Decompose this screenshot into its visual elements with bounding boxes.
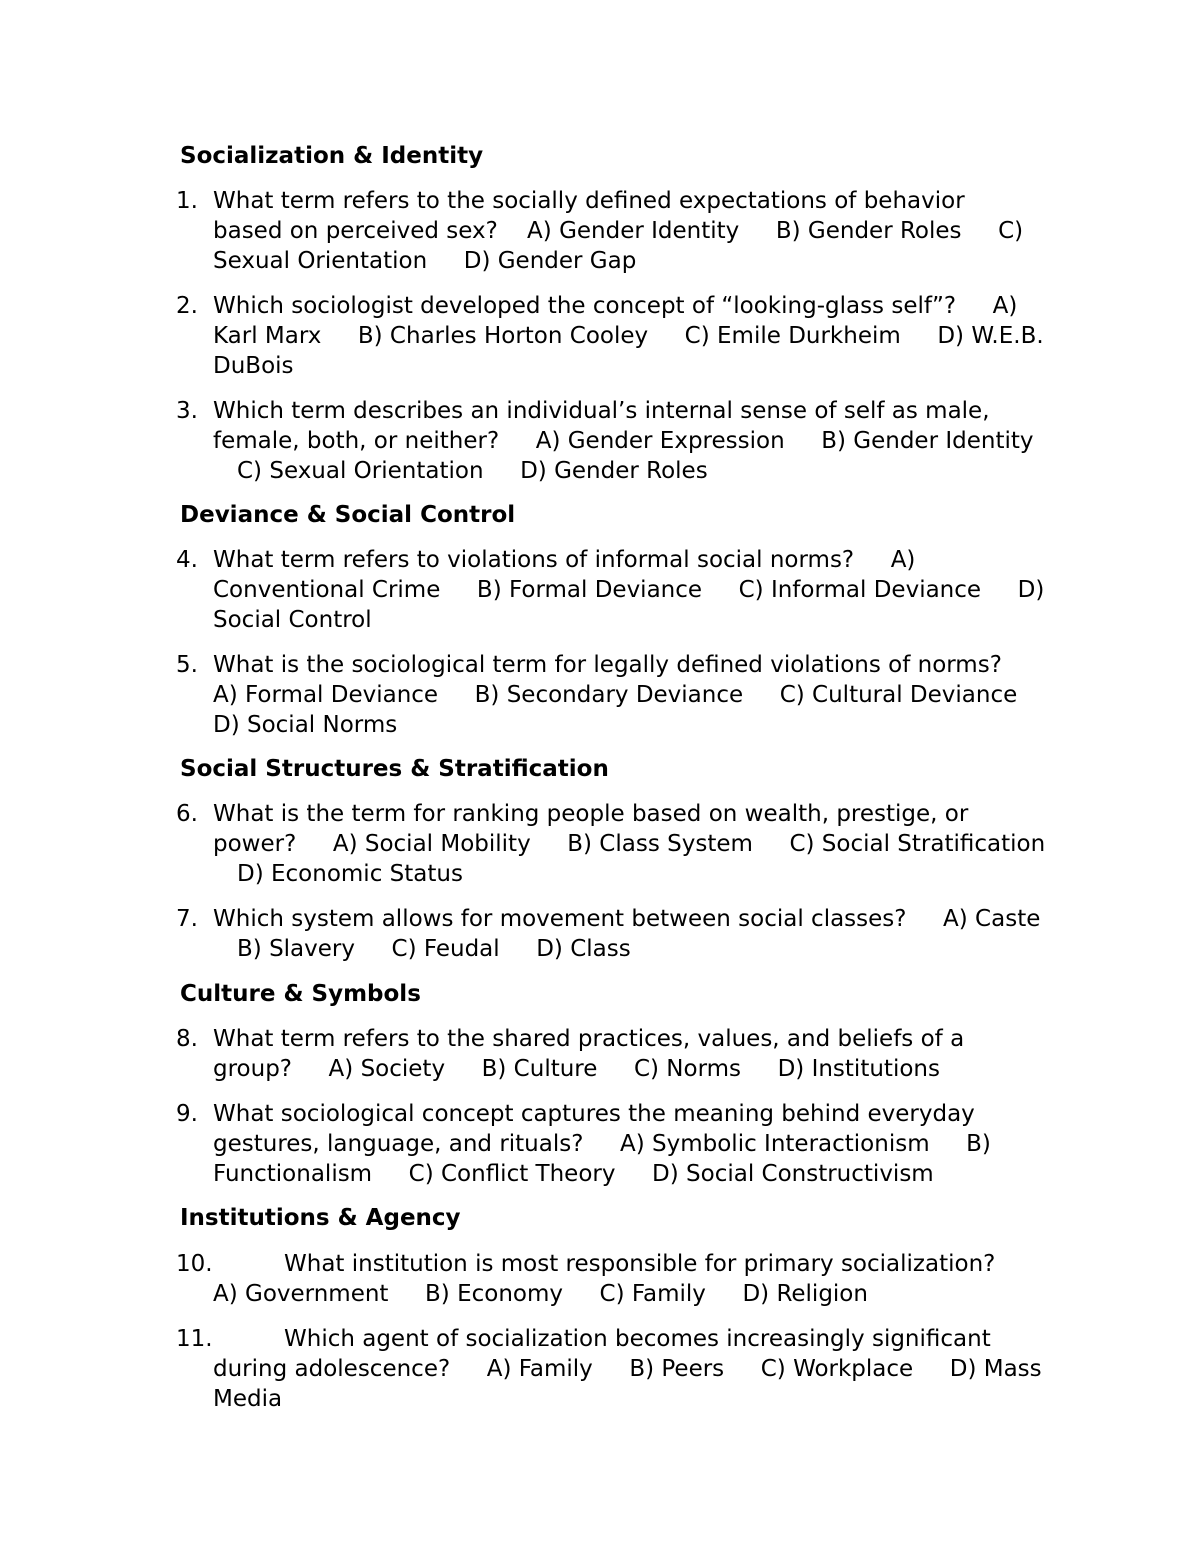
question-text: gestures, language, and rituals? A) Symbolic Interactionism B) — [213, 1131, 991, 1157]
section-heading: Socialization & Identity — [180, 143, 484, 169]
question-text: Conventional Crime B) Formal Deviance C) Informal Deviance D) — [213, 577, 1045, 603]
question-number: 7. — [176, 906, 198, 932]
question-number: 8. — [176, 1026, 198, 1052]
question-text: A) Formal Deviance B) Secondary Deviance C) Cultural Deviance — [213, 682, 1018, 708]
question-text: D) Social Norms — [213, 712, 398, 738]
question-number: 6. — [176, 801, 198, 827]
question-number: 9. — [176, 1101, 198, 1127]
question-number: 3. — [176, 398, 198, 424]
question-text: Sexual Orientation D) Gender Gap — [213, 248, 637, 274]
question-text: Which sociologist developed the concept of “looking-glass self”? A) — [213, 293, 1018, 319]
question-text: D) Economic Status — [237, 861, 463, 887]
question-text: What term refers to the shared practices, values, and beliefs of a — [213, 1026, 965, 1052]
question-text: power? A) Social Mobility B) Class System C) Social Stratification — [213, 831, 1046, 857]
question-number: 1. — [176, 188, 198, 214]
question-text: B) Slavery C) Feudal D) Class — [237, 936, 631, 962]
question-text: What term refers to the socially defined expectations of behavior — [213, 188, 965, 214]
question-number: 11. — [176, 1326, 213, 1352]
question-number: 10. — [176, 1251, 213, 1277]
question-text: Social Control — [213, 607, 372, 633]
question-text: What institution is most responsible for primary socialization? — [284, 1251, 996, 1277]
question-number: 4. — [176, 547, 198, 573]
question-text: Functionalism C) Conflict Theory D) Social Constructivism — [213, 1161, 934, 1187]
question-text: Karl Marx B) Charles Horton Cooley C) Emile Durkheim D) W.E.B. — [213, 323, 1044, 349]
question-text: during adolescence? A) Family B) Peers C) Workplace D) Mass — [213, 1356, 1042, 1382]
section-heading: Institutions & Agency — [180, 1205, 461, 1231]
question-text: What term refers to violations of informal social norms? A) — [213, 547, 916, 573]
question-number: 5. — [176, 652, 198, 678]
question-text: Which system allows for movement between social classes? A) Caste — [213, 906, 1041, 932]
section-heading: Social Structures & Stratification — [180, 756, 609, 782]
question-text: What is the term for ranking people based on wealth, prestige, or — [213, 801, 969, 827]
section-heading: Culture & Symbols — [180, 981, 421, 1007]
question-text: Media — [213, 1386, 283, 1412]
question-text: What sociological concept captures the meaning behind everyday — [213, 1101, 975, 1127]
question-text: What is the sociological term for legally defined violations of norms? — [213, 652, 1002, 678]
question-number: 2. — [176, 293, 198, 319]
question-text: based on perceived sex? A) Gender Identity B) Gender Roles C) — [213, 218, 1024, 244]
question-text: group? A) Society B) Culture C) Norms D) Institutions — [213, 1056, 940, 1082]
question-text: A) Government B) Economy C) Family D) Religion — [213, 1281, 868, 1307]
question-text: C) Sexual Orientation D) Gender Roles — [237, 458, 708, 484]
section-heading: Deviance & Social Control — [180, 502, 516, 528]
question-text: DuBois — [213, 353, 294, 379]
question-text: female, both, or neither? A) Gender Expression B) Gender Identity — [213, 428, 1034, 454]
question-text: Which term describes an individual’s internal sense of self as male, — [213, 398, 990, 424]
question-text: Which agent of socialization becomes increasingly significant — [284, 1326, 991, 1352]
